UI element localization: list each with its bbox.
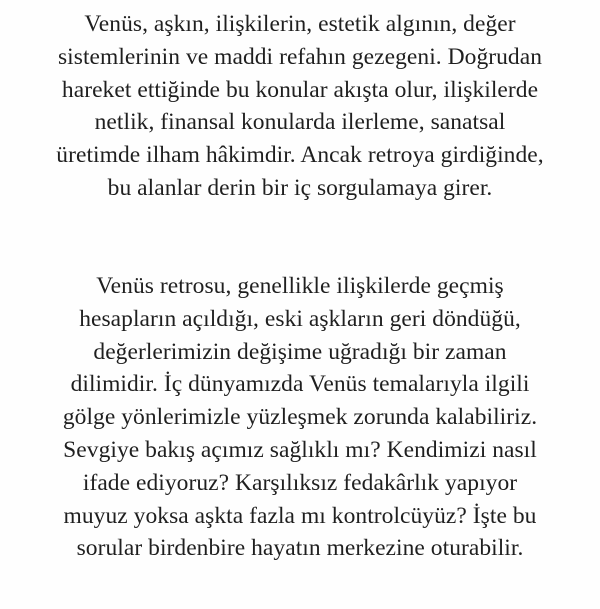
text-line: hesapların açıldığı, eski aşkların geri döndüğü, [79, 305, 521, 332]
text-line: Sevgiye bakış açımız sağlıklı mı? Kendimizi nasıl [63, 436, 537, 463]
text-line: netlik, finansal konularda ilerleme, sanatsal [94, 109, 506, 136]
paragraph-venus-intro [0, 8, 600, 205]
text-line: sorular birdenbire hayatın merkezine oturabilir. [76, 535, 524, 562]
text-line: muyuz yoksa aşkta fazla mı kontrolcüyüz? İşte bu [63, 502, 537, 529]
paragraph-venus-retrograde [0, 270, 600, 565]
text-line: Venüs retrosu, genellikle ilişkilerde geçmiş [96, 273, 504, 299]
text-line: dilimidir. İç dünyamızda Venüs temalarıyla ilgili [70, 371, 530, 398]
text-line: üretimde ilham hâkimdir. Ancak retroya girdiğinde, [56, 142, 544, 169]
text-line: sistemlerinin ve maddi refahın gezegeni. Doğrudan [57, 43, 543, 70]
text-line: Venüs, aşkın, ilişkilerin, estetik algının, değer [84, 11, 516, 37]
text-line: gölge yönlerimizle yüzleşmek zorunda kalabiliriz. [62, 404, 538, 431]
text-line: bu alanlar derin bir iç sorgulamaya girer. [107, 174, 493, 201]
text-line: ifade ediyoruz? Karşılıksız fedakârlık yapıyor [82, 469, 518, 496]
text-line: hareket ettiğinde bu konular akışta olur, ilişkilerde [61, 76, 539, 103]
text-line: değerlerimizin değişime uğradığı bir zaman [93, 338, 507, 365]
